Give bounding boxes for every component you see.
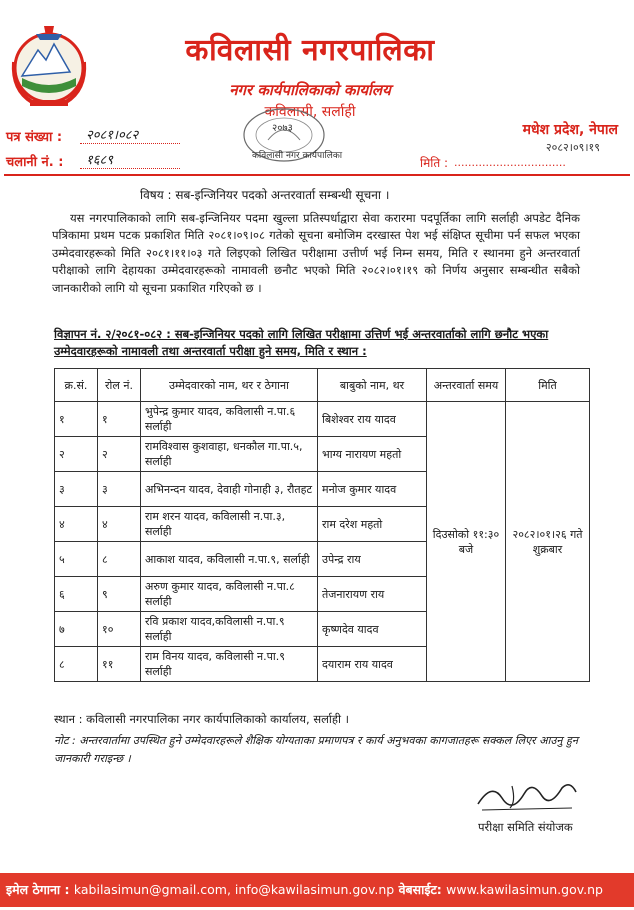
- cell-serial-number: १: [55, 402, 98, 437]
- cell-roll-number: १०: [98, 612, 141, 647]
- cell-roll-number: २: [98, 437, 141, 472]
- advertisement-heading-text: विज्ञापन नं. २/२०८१-०८२ : सब-इन्जिनियर पदको लागि लिखित परीक्षामा उत्तिर्ण भई अन्तरवार्ताको लागि छनौट भएका उम्मेदवारहरूको नामावली तथा अन्तरवार्ता परीक्षा हुने समय, मिति र स्थान :: [54, 327, 549, 358]
- email-value[interactable]: kabilasimun@gmail.com, info@kawilasimun.gov.np: [73, 882, 395, 897]
- cell-candidate-name: राम विनय यादव, कविलासी न.पा.९ सर्लाही: [141, 647, 318, 682]
- reference-underline: [80, 143, 180, 144]
- header-roll-number: रोल नं.: [98, 369, 141, 402]
- notice-note: नोट : अन्तरवार्तामा उपस्थित हुने उम्मेदवारहरूले शैक्षिक योग्यताका प्रमाणपत्र र कार्य अनुभवका कागजातहरू सक्कल लिएर आउनु हुन जानकारी गराइन्छ ।: [54, 734, 578, 765]
- cell-serial-number: ६: [55, 577, 98, 612]
- header-serial-number: क्र.सं.: [55, 369, 98, 402]
- cell-serial-number: २: [55, 437, 98, 472]
- table-row: [55, 402, 590, 437]
- cell-serial-number: ८: [55, 647, 98, 682]
- candidate-table: [54, 368, 590, 682]
- date-placeholder-dots: ................................: [454, 156, 566, 169]
- cell-father-name: तेजनारायण राय: [318, 577, 427, 612]
- province-name: मधेश प्रदेश, नेपाल: [522, 122, 618, 138]
- cell-roll-number: ८: [98, 542, 141, 577]
- footer-contact-bar: [0, 873, 634, 907]
- cell-roll-number: १: [98, 402, 141, 437]
- header-father-name: बाबुको नाम, थर: [318, 369, 427, 402]
- interview-place: स्थान : कविलासी नगरपालिका नगर कार्यपालिकाको कार्यालय, सर्लाही ।: [54, 712, 349, 726]
- cell-father-name: मनोज कुमार यादव: [318, 472, 427, 507]
- notice-subject: विषय : सब-इन्जिनियर पदको अन्तरवार्ता सम्बन्धी सूचना ।: [140, 188, 390, 202]
- cell-roll-number: ४: [98, 507, 141, 542]
- cell-father-name: उपेन्द्र राय: [318, 542, 427, 577]
- cell-father-name: कृष्णदेव यादव: [318, 612, 427, 647]
- header-date: मिति: [506, 369, 590, 402]
- handwritten-signature: [472, 774, 582, 816]
- stamp-text: कविलासी नगर कार्यपालिका: [252, 151, 343, 161]
- cell-candidate-name: रामविश्वास कुशवाहा, धनकौल गा.पा.५, सर्लाही: [141, 437, 318, 472]
- header-divider: [4, 174, 630, 176]
- cell-father-name: भाग्य नारायण महतो: [318, 437, 427, 472]
- header-interview-time: अन्तरवार्ता समय: [427, 369, 506, 402]
- reference-number-value: २०८१।०८२: [86, 128, 139, 143]
- signatory-title: परीक्षा समिति संयोजक: [478, 820, 573, 834]
- dispatch-number-label: चलानी नं. :: [6, 155, 64, 170]
- office-location: कविलासी, सर्लाही: [264, 104, 356, 120]
- cell-roll-number: ९: [98, 577, 141, 612]
- cell-serial-number: ३: [55, 472, 98, 507]
- cell-interview-date: २०८२।०१।२६ गते शुक्रबार: [506, 402, 590, 682]
- cell-father-name: दयाराम राय यादव: [318, 647, 427, 682]
- advertisement-heading: [54, 326, 582, 360]
- notice-paragraph: यस नगरपालिकाको लागि सब-इन्जिनियर पदमा खुल्ला प्रतिस्पर्धाद्वारा सेवा करारमा पदपूर्तिका लागि सर्लाही अपडेट दैनिक पत्रिकामा प्रथम पटक प्रकाशित मिति २०८१।०९।०८ गतेको सूचना बमोजिम दरखास्त पेश भई संक्षिप्त सूचीमा पर्न सफल भएका उम्मेदवारहरूको मिति २०८१।११।०३ गते लिइएको लिखित परीक्षामा उत्तीर्ण भई निम्न समय, मिति र स्थानमा हुने अन्तरवार्ता परीक्षाको लागि देहायका उम्मेदवारहरूको नामावली छनौट भएको मिति २०८२।०१।१९ को निर्णय अनुसार सम्बन्धीत सबैको जानकारीको लागि यो सूचना प्रकाशित गरिएको छ ।: [52, 211, 580, 295]
- org-title: कविलासी नगरपालिका: [185, 33, 435, 68]
- cell-interview-time: दिउसोको ११:३० बजे: [427, 402, 506, 682]
- nepal-emblem-logo: [8, 20, 90, 108]
- cell-roll-number: ३: [98, 472, 141, 507]
- website-label: वेबसाईट:: [398, 882, 442, 897]
- stamp-year: २०७३: [272, 123, 293, 134]
- dispatch-number-value: १६८९: [86, 153, 114, 168]
- cell-serial-number: ५: [55, 542, 98, 577]
- handwritten-date: २०८२।०९।१९: [545, 141, 600, 154]
- table-header-row: [55, 369, 590, 402]
- cell-candidate-name: भुपेन्द्र कुमार यादव, कविलासी न.पा.६ सर्लाही: [141, 402, 318, 437]
- date-label: मिति :: [420, 156, 449, 170]
- cell-serial-number: ७: [55, 612, 98, 647]
- office-name: नगर कार्यपालिकाको कार्यालय: [229, 81, 391, 99]
- cell-roll-number: ११: [98, 647, 141, 682]
- email-label: इमेल ठेगाना :: [6, 882, 70, 897]
- cell-candidate-name: रवि प्रकाश यादव,कविलासी न.पा.९ सर्लाही: [141, 612, 318, 647]
- cell-candidate-name: राम शरन यादव, कविलासी न.पा.३, सर्लाही: [141, 507, 318, 542]
- cell-serial-number: ४: [55, 507, 98, 542]
- reference-number-label: पत्र संख्या :: [6, 130, 63, 145]
- cell-father-name: बिशेश्वर राय यादव: [318, 402, 427, 437]
- website-value[interactable]: www.kawilasimun.gov.np: [446, 882, 603, 897]
- cell-candidate-name: आकाश यादव, कविलासी न.पा.९, सर्लाही: [141, 542, 318, 577]
- cell-candidate-name: अरुण कुमार यादव, कविलासी न.पा.८ सर्लाही: [141, 577, 318, 612]
- cell-father-name: राम दरेश महतो: [318, 507, 427, 542]
- cell-candidate-name: अभिनन्दन यादव, देवाही गोनाही ३, रौतहट: [141, 472, 318, 507]
- dispatch-underline: [80, 168, 180, 169]
- notice-body: [52, 210, 580, 297]
- header-candidate-name: उम्मेदवारको नाम, थर र ठेगाना: [141, 369, 318, 402]
